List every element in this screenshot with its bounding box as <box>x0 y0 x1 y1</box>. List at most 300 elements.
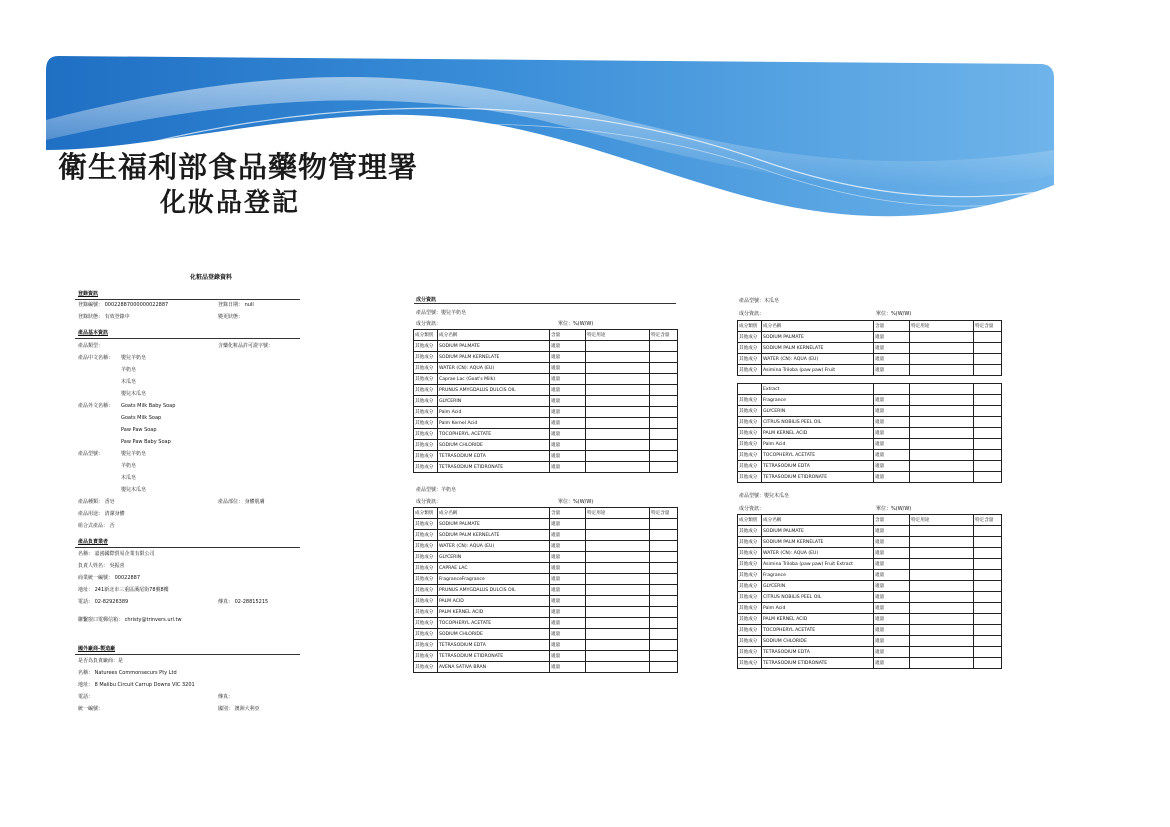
form-item: 嬰兒羊奶皂 <box>121 451 147 457</box>
ingredient-specific <box>974 461 1002 472</box>
ingredient-type: 其他成分 <box>738 647 762 658</box>
ingredient-amount: 適量 <box>874 603 910 614</box>
ingredient-name: GLYCERIN <box>438 396 550 407</box>
ingredient-type: 其他成分 <box>738 472 762 483</box>
ingredient-specific <box>650 651 678 662</box>
ingredient-specific <box>974 537 1002 548</box>
section-owner: 產品負責業者 <box>78 539 109 545</box>
ingredient-name: SODIUM PALM KERNELATE <box>762 537 874 548</box>
owner-email: 聯繫窗口電郵信箱： christy@trinvers.url.tw <box>78 617 182 623</box>
ingredient-type: 其他成分 <box>738 537 762 548</box>
ingredient-amount: 適量 <box>550 629 586 640</box>
ingredient-amount: 適量 <box>874 332 910 343</box>
ingredient-purpose <box>910 636 974 647</box>
ingredient-amount: 適量 <box>550 352 586 363</box>
ingredient-type: 其他成分 <box>738 343 762 354</box>
ingredient-name: Palm Acid <box>438 407 550 418</box>
ingredient-name: SODIUM PALM KERNELATE <box>762 343 874 354</box>
ingredient-amount: 適量 <box>874 354 910 365</box>
ingredient-purpose <box>910 658 974 669</box>
ingredient-purpose <box>586 440 650 451</box>
ingredient-purpose <box>586 396 650 407</box>
table-row <box>414 418 678 429</box>
ingredient-amount: 適量 <box>874 365 910 376</box>
column-header: 特定用途 <box>910 515 974 526</box>
page-title: 衛生福利部食品藥物管理署 <box>58 150 419 184</box>
unit-label: 單位：%(W/W) <box>558 321 594 327</box>
ingredients-sub: 成分資訊： <box>739 506 765 512</box>
ingredient-amount: 適量 <box>550 341 586 352</box>
table-row <box>738 461 1002 472</box>
ingredient-type: 其他成分 <box>738 559 762 570</box>
table-row <box>414 385 678 396</box>
ingredient-amount: 適量 <box>874 625 910 636</box>
ingredient-type: 其他成分 <box>414 519 438 530</box>
reg-change: 變更狀態： <box>218 314 244 320</box>
ingredient-type: 其他成分 <box>414 574 438 585</box>
ingredient-amount: 適量 <box>550 429 586 440</box>
table-row <box>414 651 678 662</box>
ingredient-amount: 適量 <box>550 396 586 407</box>
ingredient-purpose <box>910 537 974 548</box>
table-row <box>414 530 678 541</box>
ingredient-purpose <box>586 651 650 662</box>
ingredient-amount: 適量 <box>550 563 586 574</box>
column-header: 特定含量 <box>650 508 678 519</box>
ingredient-amount: 適量 <box>874 450 910 461</box>
ingredient-type: 其他成分 <box>414 374 438 385</box>
ingredient-name: SODIUM PALMATE <box>438 341 550 352</box>
ingredients-heading: 成分資訊 <box>416 297 437 303</box>
ingredient-amount: 適量 <box>550 385 586 396</box>
ingredient-purpose <box>586 429 650 440</box>
ingredient-specific <box>650 462 678 473</box>
ingredient-name: SODIUM CHLORIDE <box>762 636 874 647</box>
ingredient-specific <box>974 581 1002 592</box>
ingredient-purpose <box>586 574 650 585</box>
ingredient-purpose <box>910 343 974 354</box>
ingredient-type: 其他成分 <box>414 541 438 552</box>
ingredient-amount: 適量 <box>550 407 586 418</box>
ingredient-amount: 適量 <box>550 541 586 552</box>
cn-name: 嬰兒羊奶皂 <box>121 355 147 361</box>
table-row <box>414 451 678 462</box>
mfr-tel: 電話： <box>78 694 94 700</box>
ingredient-purpose <box>910 439 974 450</box>
mfr-responsible: 是否為負責廠商：是 <box>78 658 124 664</box>
ingredient-specific <box>974 647 1002 658</box>
ingredient-name: TOCOPHERYL ACETATE <box>762 450 874 461</box>
ingredient-type: 其他成分 <box>414 585 438 596</box>
table-row <box>414 462 678 473</box>
product-type: 產品種類： 香皂 <box>78 499 115 505</box>
ingredient-type: 其他成分 <box>414 396 438 407</box>
ingredient-purpose <box>586 662 650 673</box>
ingredient-specific <box>974 658 1002 669</box>
table-row <box>738 417 1002 428</box>
table-row <box>414 374 678 385</box>
owner-rep: 負責人姓名： 吳振喜 <box>78 563 125 569</box>
cn-name: 羊奶皂 <box>121 367 137 373</box>
table-row <box>414 429 678 440</box>
ingredient-type: 其他成分 <box>414 596 438 607</box>
ingredient-purpose <box>910 647 974 658</box>
ingredient-type: 其他成分 <box>738 450 762 461</box>
ingredient-purpose <box>586 618 650 629</box>
ingredient-purpose <box>910 365 974 376</box>
ingredient-type: 其他成分 <box>414 341 438 352</box>
cn-name: 嬰兒木瓜皂 <box>121 391 147 397</box>
ingredient-specific <box>974 526 1002 537</box>
owner-address: 地址： 241新北市三重區溪尾街78號8樓 <box>78 587 169 593</box>
model-label: 產品型號：嬰兒羊奶皂 <box>416 310 467 316</box>
ingredient-amount: 適量 <box>874 395 910 406</box>
column-header: 含量 <box>874 321 910 332</box>
table-header-row <box>738 321 1002 332</box>
column-header: 特定用途 <box>586 330 650 341</box>
section-basic: 產品基本資訊 <box>78 330 109 336</box>
ingredient-purpose <box>586 407 650 418</box>
ingredient-purpose <box>586 341 650 352</box>
ingredient-name: WATER (CN): AQUA (EU) <box>438 363 550 374</box>
registration-summary <box>75 270 305 720</box>
ingredient-purpose <box>910 332 974 343</box>
ingredients-table <box>737 383 1002 483</box>
ingredient-purpose <box>586 418 650 429</box>
ingredient-specific <box>650 352 678 363</box>
ingredient-specific <box>974 548 1002 559</box>
ingredient-amount: 適量 <box>874 559 910 570</box>
ingredient-name: Caprae Lac (Goat's Milk) <box>438 374 550 385</box>
ingredient-type: 其他成分 <box>738 417 762 428</box>
column-header: 成分名稱 <box>762 515 874 526</box>
ingredient-type: 其他成分 <box>414 640 438 651</box>
ingredient-specific <box>650 385 678 396</box>
table-row <box>738 395 1002 406</box>
ingredient-purpose <box>586 374 650 385</box>
table-row <box>738 450 1002 461</box>
ingredient-name: TETRASODIUM EDTA <box>438 640 550 651</box>
ingredient-amount: 適量 <box>874 417 910 428</box>
doc-title: 化粧品登錄資料 <box>190 274 233 281</box>
ingredient-purpose <box>910 395 974 406</box>
ingredient-purpose <box>586 563 650 574</box>
ingredient-specific <box>650 440 678 451</box>
ingredient-name: WATER (CN): AQUA (EU) <box>438 541 550 552</box>
table-row <box>414 407 678 418</box>
reg-no: 登錄編號： 00022887000000022887 <box>78 302 169 308</box>
ingredients-table <box>413 329 678 473</box>
table-row <box>414 552 678 563</box>
ingredient-name: PALM KERNEL ACID <box>762 428 874 439</box>
ingredient-name: SODIUM PALMATE <box>762 526 874 537</box>
table-header-row <box>414 508 678 519</box>
ingredient-purpose <box>586 519 650 530</box>
ingredient-type: 其他成分 <box>414 407 438 418</box>
ingredient-purpose <box>910 614 974 625</box>
ingredient-amount: 適量 <box>874 647 910 658</box>
column-header: 含量 <box>550 508 586 519</box>
ingredient-purpose <box>586 352 650 363</box>
column-header: 含量 <box>550 330 586 341</box>
ingredient-type: 其他成分 <box>414 662 438 673</box>
ingredient-type: 其他成分 <box>414 651 438 662</box>
ingredient-type: 其他成分 <box>414 451 438 462</box>
section-registration: 登錄資訊 <box>78 291 99 297</box>
ingredient-name: Extract <box>762 384 874 395</box>
ingredient-name: TOCOPHERYL ACETATE <box>438 429 550 440</box>
product-part: 產品部位： 身體肌膚 <box>218 499 265 505</box>
ingredient-amount: 適量 <box>874 581 910 592</box>
ingredient-name: GLYCERIN <box>762 581 874 592</box>
ingredient-purpose <box>910 354 974 365</box>
ingredient-type: 其他成分 <box>738 592 762 603</box>
ingredient-name: PRUNUS AMYGDALUS DULCIS OIL <box>438 385 550 396</box>
table-row <box>414 574 678 585</box>
en-name: Paw Paw Baby Soap <box>121 439 171 445</box>
ingredient-name: TETRASODIUM EDTA <box>438 451 550 462</box>
ingredient-name: Fragrance <box>762 395 874 406</box>
ingredient-specific <box>650 585 678 596</box>
ingredient-name: PRUNUS AMYGDALUS DULCIS OIL <box>438 585 550 596</box>
ingredient-specific <box>650 363 678 374</box>
ingredient-specific <box>650 451 678 462</box>
column-header: 含量 <box>874 515 910 526</box>
en-name: Goats Milk Baby Soap <box>121 403 176 409</box>
ingredient-specific <box>650 662 678 673</box>
column-header: 特定用途 <box>586 508 650 519</box>
ingredient-specific <box>650 519 678 530</box>
ingredient-type: 其他成分 <box>738 636 762 647</box>
ingredient-amount: 適量 <box>874 658 910 669</box>
mfr-address: 地址： 8 Malibu Circuit Carrup Downs VIC 3201 <box>78 682 195 688</box>
en-name: Paw Paw Soap <box>121 427 157 433</box>
table-row <box>738 384 1002 395</box>
ingredient-purpose <box>586 552 650 563</box>
ingredient-type: 其他成分 <box>414 629 438 640</box>
ingredient-name: CAPRAE LAC <box>438 563 550 574</box>
ingredients-table <box>737 320 1002 376</box>
ingredient-type: 其他成分 <box>738 570 762 581</box>
reg-status: 登錄狀態： 有效登錄中 <box>78 314 130 320</box>
ingredients-table <box>413 507 678 673</box>
ingredient-purpose <box>910 559 974 570</box>
cn-name-label: 產品中文名稱： <box>78 355 114 361</box>
ingredient-name: PALM KERNEL ACID <box>762 614 874 625</box>
product-use: 產品用途： 清潔身體 <box>78 511 125 517</box>
table-row <box>738 581 1002 592</box>
table-row <box>738 570 1002 581</box>
ingredient-specific <box>650 618 678 629</box>
ingredient-name: SODIUM PALMATE <box>762 332 874 343</box>
table-row <box>738 647 1002 658</box>
ingredient-amount: 適量 <box>874 472 910 483</box>
ingredient-specific <box>650 396 678 407</box>
ingredient-purpose <box>586 541 650 552</box>
ingredient-purpose <box>586 585 650 596</box>
table-row <box>738 428 1002 439</box>
ingredient-name: Asimina Triloba (paw paw) Fruit <box>762 365 874 376</box>
ingredient-specific <box>650 341 678 352</box>
ingredient-amount: 適量 <box>874 406 910 417</box>
ingredient-type: 其他成分 <box>738 548 762 559</box>
ingredient-specific <box>650 607 678 618</box>
ingredient-specific <box>974 439 1002 450</box>
ingredient-specific <box>650 429 678 440</box>
ingredient-name: SODIUM PALMATE <box>438 519 550 530</box>
ingredient-purpose <box>586 385 650 396</box>
ingredient-specific <box>974 614 1002 625</box>
ingredient-amount: 適量 <box>550 363 586 374</box>
ingredient-purpose <box>586 530 650 541</box>
ingredient-type: 其他成分 <box>414 462 438 473</box>
mfr-name: 名稱： Naturees Commonsecurs Pty Ltd <box>78 670 177 676</box>
ingredient-amount: 適量 <box>874 636 910 647</box>
ingredient-amount: 適量 <box>550 607 586 618</box>
ingredient-name: FragranceFragrance <box>438 574 550 585</box>
table-row <box>738 592 1002 603</box>
ingredient-name: TETRASODIUM ETIDRONATE <box>762 658 874 669</box>
ingredient-amount: 適量 <box>550 651 586 662</box>
ingredient-amount: 適量 <box>550 374 586 385</box>
ingredient-specific <box>650 541 678 552</box>
ingredient-specific <box>974 343 1002 354</box>
table-row <box>738 343 1002 354</box>
ingredient-type: 其他成分 <box>738 658 762 669</box>
model-label: 產品型號：羊奶皂 <box>416 487 457 493</box>
ingredient-purpose <box>910 461 974 472</box>
table-row <box>414 363 678 374</box>
unit-label: 單位：%(W/W) <box>558 499 594 505</box>
ingredient-type: 其他成分 <box>414 363 438 374</box>
model-label: 產品型號：木瓜皂 <box>739 298 780 304</box>
category: 產品類型： <box>78 343 104 349</box>
ingredient-name: TETRASODIUM ETIDRONATE <box>438 462 550 473</box>
ingredient-type: 其他成分 <box>738 395 762 406</box>
ingredient-name: Fragrance <box>762 570 874 581</box>
ingredient-type: 其他成分 <box>738 614 762 625</box>
ingredient-specific <box>974 365 1002 376</box>
table-row <box>414 440 678 451</box>
ingredient-specific <box>974 406 1002 417</box>
ingredient-purpose <box>910 406 974 417</box>
page-subtitle: 化妝品登記 <box>160 188 301 218</box>
ingredient-purpose <box>586 640 650 651</box>
ingredient-purpose <box>910 526 974 537</box>
ingredient-specific <box>650 552 678 563</box>
ingredient-type: 其他成分 <box>738 439 762 450</box>
ingredient-name: GLYCERIN <box>762 406 874 417</box>
column-header: 成分類別 <box>414 330 438 341</box>
ingredient-name: TETRASODIUM EDTA <box>762 461 874 472</box>
table-row <box>738 559 1002 570</box>
ingredient-amount: 適量 <box>550 530 586 541</box>
owner-name: 名稱： 嘉鴻國際貿易企業有限公司 <box>78 551 155 557</box>
ingredient-specific <box>974 354 1002 365</box>
column-header: 特定用途 <box>910 321 974 332</box>
ingredient-amount: 適量 <box>874 614 910 625</box>
table-header-row <box>738 515 1002 526</box>
table-row <box>414 607 678 618</box>
table-row <box>414 541 678 552</box>
ingredient-purpose <box>586 607 650 618</box>
ingredient-name: PALM ACID <box>438 596 550 607</box>
ingredient-name: SODIUM PALM KERNELATE <box>438 352 550 363</box>
mfr-fax: 傳真： <box>218 694 234 700</box>
ingredient-name: Palm Acid <box>762 439 874 450</box>
ingredient-type: 其他成分 <box>414 440 438 451</box>
table-row <box>414 596 678 607</box>
ingredient-purpose <box>586 629 650 640</box>
ingredient-specific <box>974 417 1002 428</box>
ingredient-amount: 適量 <box>550 596 586 607</box>
ingredient-name: Asimina Triloba (paw paw) Fruit Extract <box>762 559 874 570</box>
ingredient-specific <box>974 559 1002 570</box>
ingredient-purpose <box>910 570 974 581</box>
ingredient-purpose <box>910 428 974 439</box>
ingredient-amount: 適量 <box>874 439 910 450</box>
column-header: 成分類別 <box>738 515 762 526</box>
ingredient-specific <box>650 374 678 385</box>
ingredient-type: 其他成分 <box>738 581 762 592</box>
table-row <box>738 354 1002 365</box>
ingredient-amount: 適量 <box>550 440 586 451</box>
en-name: Goats Milk Soap <box>121 415 162 421</box>
ingredient-specific <box>650 629 678 640</box>
ingredient-purpose <box>910 592 974 603</box>
ingredient-specific <box>974 472 1002 483</box>
section-manufacturer: 國外廠商-製造廠 <box>78 646 116 652</box>
ingredient-name: Palm Kernel Acid <box>438 418 550 429</box>
ingredient-specific <box>974 592 1002 603</box>
table-row <box>414 519 678 530</box>
column-header: 特定含量 <box>650 330 678 341</box>
ingredient-specific <box>974 395 1002 406</box>
ingredients-table <box>737 514 1002 669</box>
owner-taxid: 商業統一編號： 00022887 <box>78 575 141 581</box>
table-row <box>414 618 678 629</box>
permit: 含藥化粧品許可證字號： <box>218 343 274 349</box>
ingredient-type: 其他成分 <box>414 530 438 541</box>
table-row <box>738 439 1002 450</box>
table-row <box>738 332 1002 343</box>
ingredient-specific <box>650 574 678 585</box>
ingredient-amount: 適量 <box>550 662 586 673</box>
form-item: 木瓜皂 <box>121 475 137 481</box>
table-row <box>738 548 1002 559</box>
ingredient-specific <box>974 332 1002 343</box>
ingredient-amount: 適量 <box>874 537 910 548</box>
ingredient-amount: 適量 <box>874 592 910 603</box>
ingredient-purpose <box>910 625 974 636</box>
ingredient-type: 其他成分 <box>738 461 762 472</box>
ingredient-type: 其他成分 <box>414 429 438 440</box>
table-row <box>738 636 1002 647</box>
column-header: 特定含量 <box>974 515 1002 526</box>
ingredient-name: TETRASODIUM EDTA <box>762 647 874 658</box>
ingredient-name: Palm Acid <box>762 603 874 614</box>
ingredient-amount: 適量 <box>550 418 586 429</box>
ingredient-purpose <box>586 462 650 473</box>
ingredient-specific <box>974 384 1002 395</box>
product-combo: 組合式產品： 否 <box>78 523 115 529</box>
ingredient-specific <box>650 640 678 651</box>
ingredient-purpose <box>910 548 974 559</box>
table-row <box>738 658 1002 669</box>
ingredient-name: TETRASODIUM ETIDRONATE <box>762 472 874 483</box>
ingredient-purpose <box>586 596 650 607</box>
table-row <box>414 563 678 574</box>
